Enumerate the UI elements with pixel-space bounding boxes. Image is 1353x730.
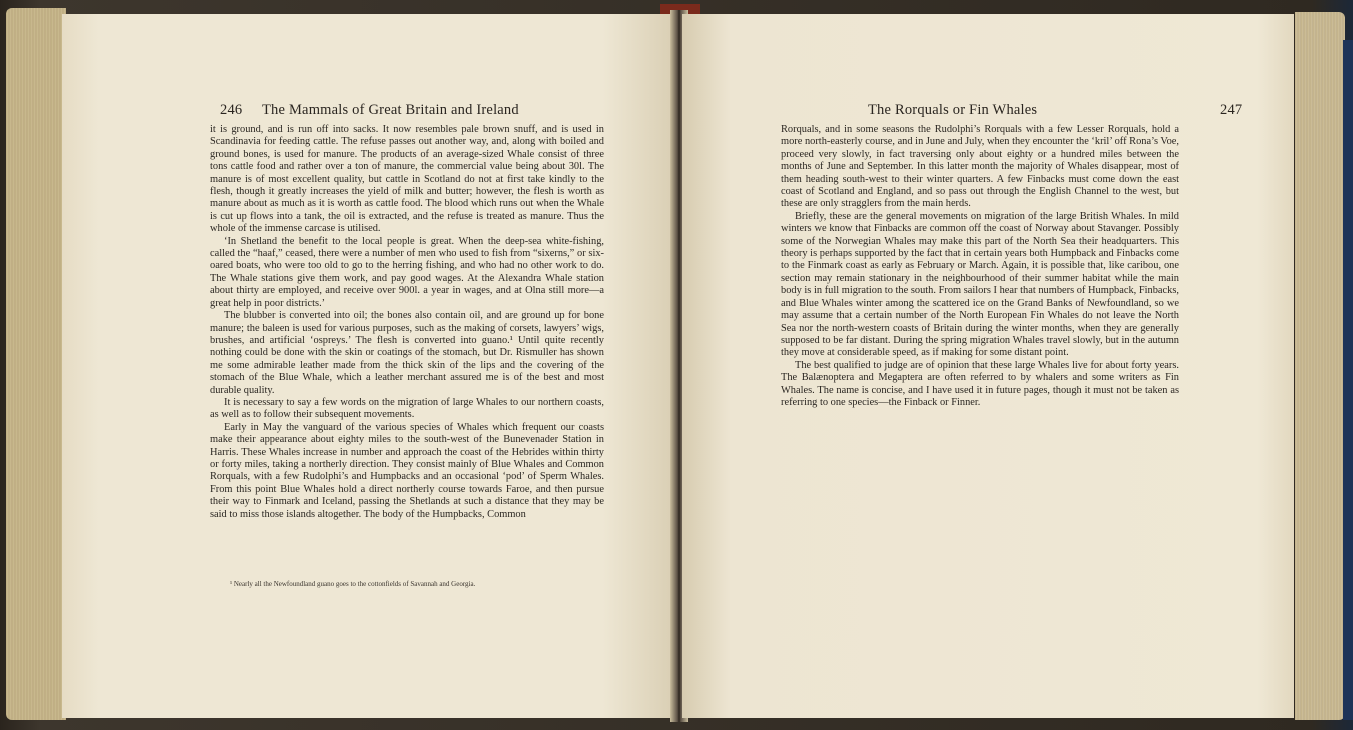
right-page-number: 247 xyxy=(1220,102,1243,118)
right-page-edges xyxy=(1295,12,1345,720)
right-running-title: The Rorquals or Fin Whales xyxy=(868,102,1038,118)
paragraph: Early in May the vanguard of the various species of Whales which frequent our coasts make their appearance about eighty miles to the south-west of the Bunevenader Station in Harris. These Whales increase in number and approach the coast of the Hebrides within thirty or forty miles, taking a northerly direction. They consist mainly of Blue Whales and Common Rorquals, with a few Rudolphi’s and Humpbacks and an occasional ‘pod’ of Sperm Whales. From this point Blue Whales hold a direct northerly course towards Faroe, and then pursue their way to Finmark and Iceland, passing the Shetlands at such a distance that they may be said to miss those islands altogether. The body of the Humpbacks, Common xyxy=(210,421,604,520)
paragraph: It is necessary to say a few words on the migration of large Whales to our northern coasts, as well as to follow their subsequent movements. xyxy=(210,396,604,421)
left-page-number: 246 xyxy=(220,102,243,118)
paragraph: The blubber is converted into oil; the bones also contain oil, and are ground up for bone manure; the baleen is used for various purposes, such as the making of corsets, lawyers’ wigs, brushes, and artificial ‘ospreys.’ The flesh is converted into guano.¹ Until quite recently nothing could be done with the skin or coatings of the stomach, but Dr. Rismuller has shown me some admirable leather made from the thick skin of the lips and the covering of the stomach of the Blue Whale, which a leather merchant assured me is of the best and most durable quality. xyxy=(210,310,604,396)
paragraph: Rorquals, and in some seasons the Rudolphi’s Rorquals with a few Lesser Rorquals, hold a more north-easterly course, and in June and July, when they encounter the ‘kril’ off Rona’s Voe, proceed very slowly, in fact traversing only about eighty or a hundred miles between the months of June and September. In this latter month the majority of Whales disappear, most of them heading south-west to their winter quarters. A few Finbacks must come down the east coast of Scotland and England, and so pass out through the English Channel to the west, but these are only stragglers from the main herds. xyxy=(781,124,1179,210)
paragraph: ‘In Shetland the benefit to the local people is great. When the deep-sea white-fishing, called the “haaf,” ceased, there were a number of men who used to fish from “sixerns,” or six-oared boats, who were too old to go to the herring fishing, and who had no other work to do. The Whale stations give them work, and pay good wages. At the Alexandra Whale station about thirty are employed, and receive over 900l. a year in wages, and at Olna still more—a great help in poor districts.’ xyxy=(210,235,604,309)
book-cover-edge xyxy=(1343,40,1353,720)
footnote: ¹ Nearly all the Newfoundland guano goes to the cottonfields of Savannah and Georgia. xyxy=(230,580,476,588)
left-page-body xyxy=(210,124,604,521)
left-running-title: The Mammals of Great Britain and Ireland xyxy=(262,102,519,118)
paragraph: Briefly, these are the general movements on migration of the large British Whales. In mild winters we know that Finbacks are common off the coast of Norway about Stavanger. Possibly some of the Norwegian Whales may make this part of the North Sea their headquarters. This theory is perhaps supported by the fact that in certain years both Humpback and Finbacks come to the Finmark coast as early as February or March. Again, it is possible that, like caribou, one section may remain stationary in the neighbourhood of their summer habitat while the main body is in full migration to the south. From sailors I hear that numbers of Humpback, Finbacks, and Blue Whales winter among the scattered ice on the Grand Banks of Newfoundland, so we may assume that a certain number of the North European Fin Whales do not leave the North Sea nor the north-western coasts of Britain during the winter months, when they are generally supposed to be far distant. During the spring migration Whales travel slowly, but in the autumn they move at considerable speed, as if making for some distant point. xyxy=(781,210,1179,359)
right-page xyxy=(682,14,1294,718)
paragraph: The best qualified to judge are of opinion that these large Whales live for about forty years. The Balænoptera and Megaptera are often referred to by whalers and some writers as Fin Whales. The name is concise, and I have used it in future pages, though it must not be taken as referring to one species—the Finback or Finner. xyxy=(781,359,1179,408)
paragraph: it is ground, and is run off into sacks. It now resembles pale brown snuff, and is used in Scandinavia for feeding cattle. The refuse passes out another way, and, along with boiled and ground bones, is used for manure. The products of an average-sized Whale consist of three tons cattle food and rather over a ton of manure, the commercial value being about 30l. The manure is of most excellent quality, but cattle in Scotland do not at first take kindly to the flesh, though it greatly increases the yield of milk and butter; however, the flesh is worth as manure about as much as it is worth as cattle food. The blood which runs out when the Whale is cut up flows into a tank, the oil is extracted, and the refuse is treated as manure. Thus the whole of the immense carcase is utilised. xyxy=(210,124,604,235)
left-page xyxy=(62,14,676,718)
left-page-edges xyxy=(6,8,66,720)
right-page-body xyxy=(781,124,1179,409)
